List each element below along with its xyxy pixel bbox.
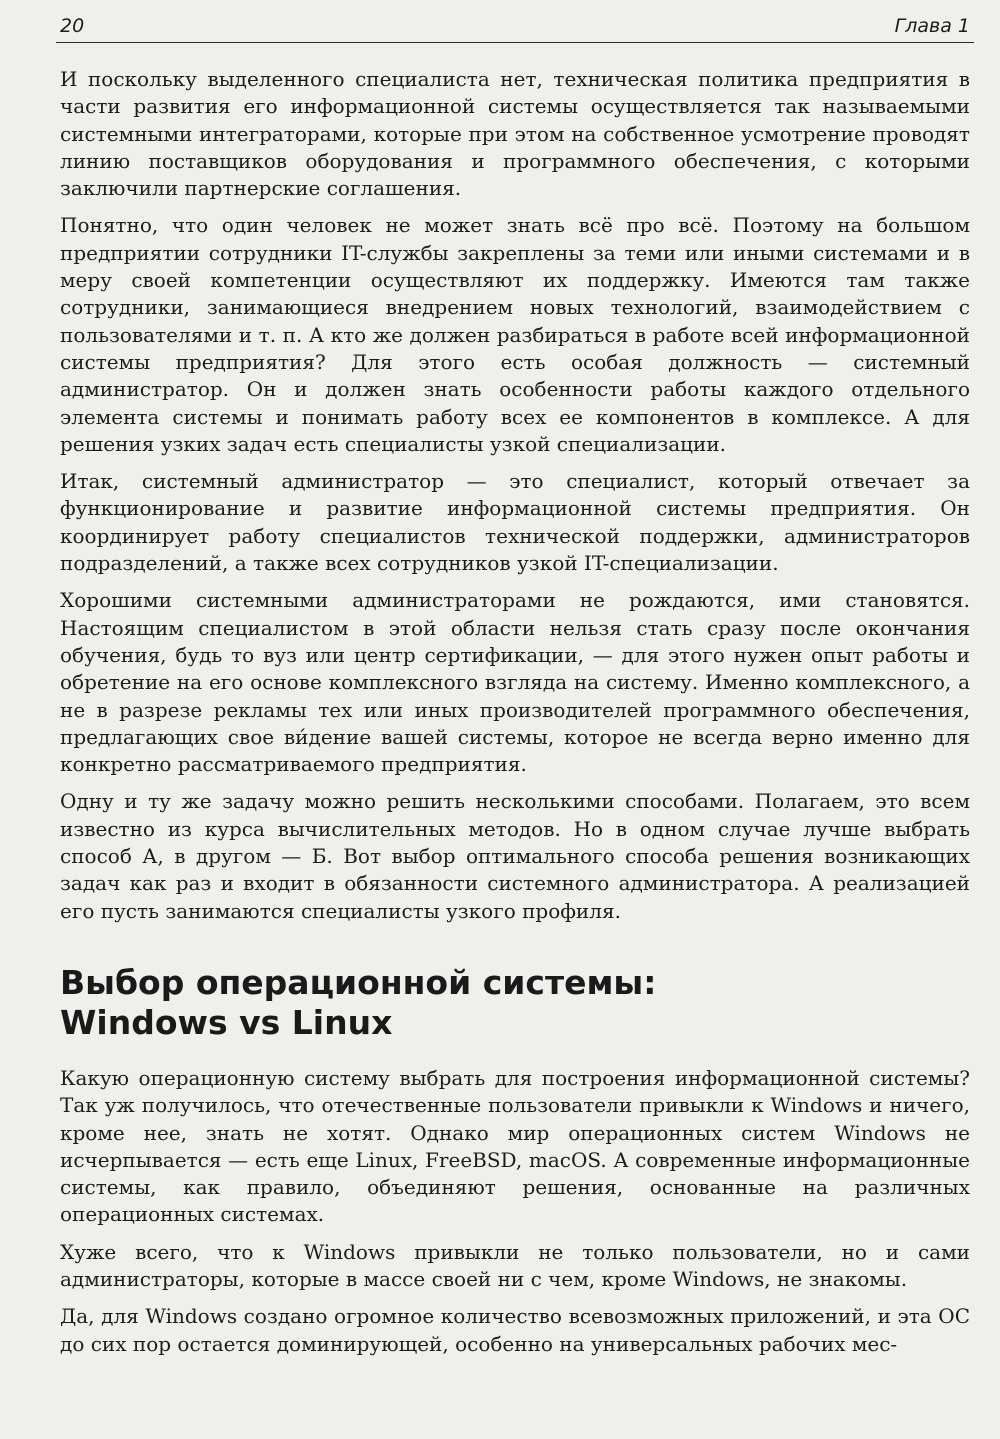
paragraph: Хорошими системными администраторами не рождаются, ими становятся. Настоящим специалистом в этой области нельзя стать сразу после окончания обучения, будь то вуз или центр сертификации, — для этого нужен опыт работы и обретение на его основе комплексного взгляда на систему. Именно комплексного, а не в разрезе рекламы тех или иных производителей программного обеспечения, предлагающих свое ви́дение вашей системы, которое не всегда верно именно для конкретно рассматриваемого предприятия. (60, 588, 970, 777)
section-heading (60, 963, 970, 1043)
paragraph: Хуже всего, что к Windows привыкли не только пользователи, но и сами администраторы, которые в массе своей ни с чем, кроме Windows, не знакомы. (60, 1239, 970, 1291)
section-heading-line: Windows vs Linux (60, 1002, 393, 1042)
running-header (56, 12, 974, 43)
paragraph: И поскольку выделенного специалиста нет, техническая политика предприятия в части развития его информационной системы осуществляется так называемыми системными интеграторами, которые при этом на собственное усмотрение проводят линию поставщиков оборудования и программного обеспечения, с которыми заключили партнерские соглашения. (60, 67, 970, 201)
paragraph: Какую операционную систему выбрать для построения информационной системы? Так уж получилось, что отечественные пользователи привыкли к Windows и ничего, кроме нее, знать не хотят. Однако мир операционных систем Windows не исчерпывается — есть еще Linux, FreeBSD, macOS. А современные информационные системы, как правило, объединяют решения, основанные на различных операционных системах. (60, 1065, 970, 1227)
paragraph: Итак, системный администратор — это специалист, который отвечает за функционирование и развитие информационной системы предприятия. Он координирует работу специалистов технической поддержки, администраторов подразделений, а также всех сотрудников узкой IT-специализации. (60, 469, 970, 576)
paragraph: Понятно, что один человек не может знать всё про всё. Поэтому на большом предприятии сотрудники IT-службы закреплены за теми или иными системами и в меру своей компетенции осуществляют их поддержку. Имеются там также сотрудники, занимающиеся внедрением новых технологий, взаимодействием с пользователями и т. п. А кто же должен разбираться в работе всей информационной системы предприятия? Для этого есть особая должность — системный администратор. Он и должен знать особенности работы каждого отдельного элемента системы и понимать работу всех ее компонентов в комплексе. А для решения узких задач есть специалисты узкой специализации. (60, 213, 970, 456)
chapter-label: Глава 1 (894, 15, 970, 37)
page-body (60, 66, 970, 1368)
paragraph: Да, для Windows создано огромное количество всевозможных приложений, и эта ОС до сих пор остается доминирующей, особенно на универсальных рабочих мес- (60, 1304, 970, 1356)
section-heading-line: Выбор операционной системы: (60, 962, 657, 1002)
page-number: 20 (60, 15, 85, 37)
paragraph: Одну и ту же задачу можно решить несколькими способами. Полагаем, это всем известно из курса вычислительных методов. Но в одном случае лучше выбрать способ А, в другом — Б. Вот выбор оптимального способа решения возникающих задач как раз и входит в обязанности системного администратора. А реализацией его пусть занимаются специалисты узкого профиля. (60, 789, 970, 923)
